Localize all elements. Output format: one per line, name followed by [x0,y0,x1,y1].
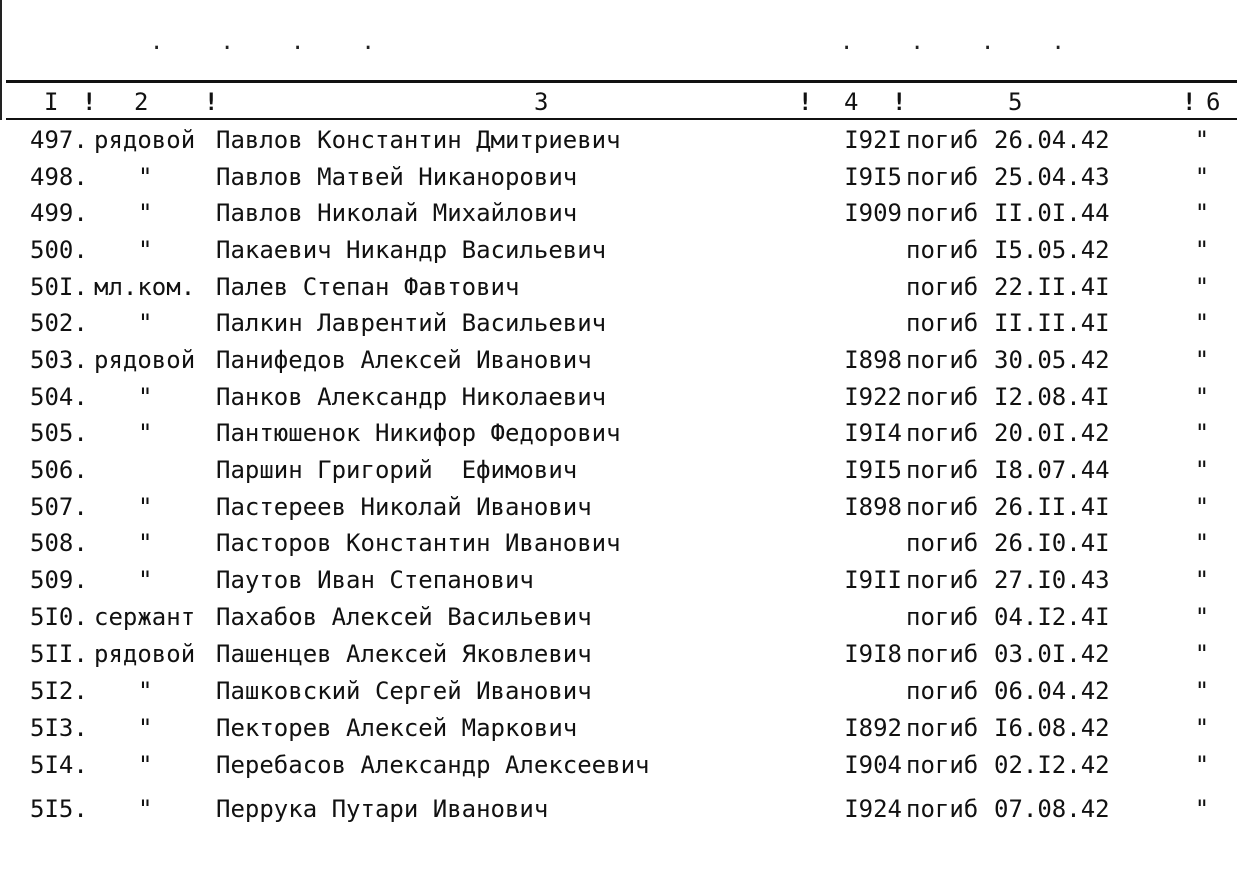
record-number: 505. [30,419,88,447]
record-name: Пахабов Алексей Васильевич [216,603,592,631]
record-status: погиб [906,309,979,337]
record-ditto-mark: " [1194,566,1210,594]
record-ditto-mark: " [1194,640,1210,668]
record-rank: мл.ком. [94,273,196,301]
record-ditto-mark: " [1194,309,1210,337]
header-bottom-rule [6,118,1237,120]
record-rank: " [138,199,153,227]
record-status: погиб [906,566,979,594]
record-name: Паутов Иван Степанович [216,566,534,594]
record-birth-year: I898 [844,493,902,521]
record-name: Панифедов Алексей Иванович [216,346,592,374]
record-birth-year: I909 [844,199,902,227]
header-col-5: 5 [1008,88,1023,116]
record-birth-year: I9I5 [844,163,902,191]
list-item [0,601,1237,637]
record-number: 5I0. [30,603,88,631]
record-name: Пасторов Константин Иванович [216,529,621,557]
record-rank: " [138,236,153,264]
record-rank: сержант [94,603,196,631]
list-item [0,161,1237,197]
record-date: 30.05.42 [994,346,1110,374]
list-item [0,749,1237,785]
list-item [0,197,1237,233]
record-ditto-mark: " [1194,751,1210,779]
header-separator: ! [1182,88,1197,116]
record-ditto-mark: " [1194,126,1210,154]
list-item [0,454,1237,490]
record-date: 06.04.42 [994,677,1110,705]
header-col-2: 2 [134,88,149,116]
record-ditto-mark: " [1194,603,1210,631]
ink-specks: · · · · [150,36,397,61]
record-status: погиб [906,677,979,705]
record-birth-year: I9II [844,566,902,594]
record-ditto-mark: " [1194,419,1210,447]
record-name: Павлов Константин Дмитриевич [216,126,621,154]
record-date: 03.0I.42 [994,640,1110,668]
record-rank: " [138,383,153,411]
record-birth-year: I9I4 [844,419,902,447]
record-status: погиб [906,795,979,823]
header-separator: ! [204,88,219,116]
record-name: Пашенцев Алексей Яковлевич [216,640,592,668]
record-birth-year: I904 [844,751,902,779]
record-date: I5.05.42 [994,236,1110,264]
record-number: 504. [30,383,88,411]
list-item [0,527,1237,563]
record-ditto-mark: " [1194,677,1210,705]
record-status: погиб [906,383,979,411]
list-item [0,638,1237,674]
record-name: Пекторев Алексей Маркович [216,714,578,742]
record-number: 5I3. [30,714,88,742]
record-name: Пантюшенок Никифор Федорович [216,419,621,447]
record-date: 26.II.4I [994,493,1110,521]
record-status: погиб [906,236,979,264]
record-name: Перрука Путари Иванович [216,795,549,823]
list-item [0,675,1237,711]
record-status: погиб [906,199,979,227]
record-date: 07.08.42 [994,795,1110,823]
record-status: погиб [906,493,979,521]
record-rank: " [138,529,153,557]
list-item [0,712,1237,748]
list-item [0,307,1237,343]
record-name: Павлов Николай Михайлович [216,199,578,227]
record-rank: " [138,163,153,191]
record-status: погиб [906,126,979,154]
record-date: I8.07.44 [994,456,1110,484]
record-name: Пакаевич Никандр Васильевич [216,236,607,264]
record-number: 499. [30,199,88,227]
record-number: 507. [30,493,88,521]
record-date: 26.I0.4I [994,529,1110,557]
record-status: погиб [906,273,979,301]
record-number: 503. [30,346,88,374]
header-col-3: 3 [534,88,549,116]
record-ditto-mark: " [1194,795,1210,823]
record-name: Палкин Лаврентий Васильевич [216,309,607,337]
record-rank: " [138,566,153,594]
record-name: Пастереев Николай Иванович [216,493,592,521]
record-status: погиб [906,603,979,631]
record-name: Павлов Матвей Никанорович [216,163,578,191]
list-item [0,491,1237,527]
record-date: 22.II.4I [994,273,1110,301]
list-item [0,793,1237,829]
record-status: погиб [906,456,979,484]
record-rank: " [138,677,153,705]
record-date: 20.0I.42 [994,419,1110,447]
record-birth-year: I892 [844,714,902,742]
record-date: 25.04.43 [994,163,1110,191]
list-item [0,417,1237,453]
list-item [0,564,1237,600]
list-item [0,344,1237,380]
record-ditto-mark: " [1194,493,1210,521]
record-status: погиб [906,529,979,557]
record-name: Перебасов Александр Алексеевич [216,751,650,779]
record-date: 04.I2.4I [994,603,1110,631]
record-number: 498. [30,163,88,191]
record-number: 5I5. [30,795,88,823]
header-top-rule [6,80,1237,83]
record-rank: " [138,714,153,742]
record-status: погиб [906,714,979,742]
record-birth-year: I9I5 [844,456,902,484]
list-item [0,124,1237,160]
header-separator: ! [892,88,907,116]
record-status: погиб [906,419,979,447]
record-date: 27.I0.43 [994,566,1110,594]
record-number: 502. [30,309,88,337]
record-rank: " [138,309,153,337]
record-name: Панков Александр Николаевич [216,383,607,411]
record-ditto-mark: " [1194,199,1210,227]
record-ditto-mark: " [1194,163,1210,191]
record-birth-year: I92I [844,126,902,154]
record-date: II.0I.44 [994,199,1110,227]
ink-specks: · · · · [840,36,1087,61]
page-edge-line [0,0,2,120]
record-rank: рядовой [94,640,196,668]
record-number: 508. [30,529,88,557]
list-item [0,234,1237,270]
list-item [0,381,1237,417]
record-date: 02.I2.42 [994,751,1110,779]
record-rank: " [138,493,153,521]
record-ditto-mark: " [1194,529,1210,557]
record-ditto-mark: " [1194,383,1210,411]
record-status: погиб [906,163,979,191]
record-date: II.II.4I [994,309,1110,337]
record-rank: рядовой [94,126,196,154]
record-rank: рядовой [94,346,196,374]
record-ditto-mark: " [1194,714,1210,742]
record-number: 50I. [30,273,88,301]
record-number: 5I2. [30,677,88,705]
record-number: 500. [30,236,88,264]
record-birth-year: I9I8 [844,640,902,668]
record-number: 497. [30,126,88,154]
record-rank: " [138,419,153,447]
record-name: Паршин Григорий Ефимович [216,456,578,484]
header-separator: ! [798,88,813,116]
record-ditto-mark: " [1194,456,1210,484]
record-number: 509. [30,566,88,594]
record-date: I2.08.4I [994,383,1110,411]
record-ditto-mark: " [1194,346,1210,374]
record-birth-year: I922 [844,383,902,411]
record-number: 506. [30,456,88,484]
header-col-1: I [44,88,59,116]
record-status: погиб [906,346,979,374]
record-date: I6.08.42 [994,714,1110,742]
record-name: Палев Степан Фавтович [216,273,520,301]
header-col-4: 4 [844,88,859,116]
list-item [0,271,1237,307]
record-name: Пашковский Сергей Иванович [216,677,592,705]
record-number: 5II. [30,640,88,668]
header-col-6: 6 [1206,88,1221,116]
record-number: 5I4. [30,751,88,779]
record-birth-year: I924 [844,795,902,823]
record-status: погиб [906,751,979,779]
record-ditto-mark: " [1194,273,1210,301]
record-ditto-mark: " [1194,236,1210,264]
record-date: 26.04.42 [994,126,1110,154]
record-status: погиб [906,640,979,668]
record-rank: " [138,795,153,823]
record-rank: " [138,751,153,779]
record-birth-year: I898 [844,346,902,374]
header-separator: ! [82,88,97,116]
